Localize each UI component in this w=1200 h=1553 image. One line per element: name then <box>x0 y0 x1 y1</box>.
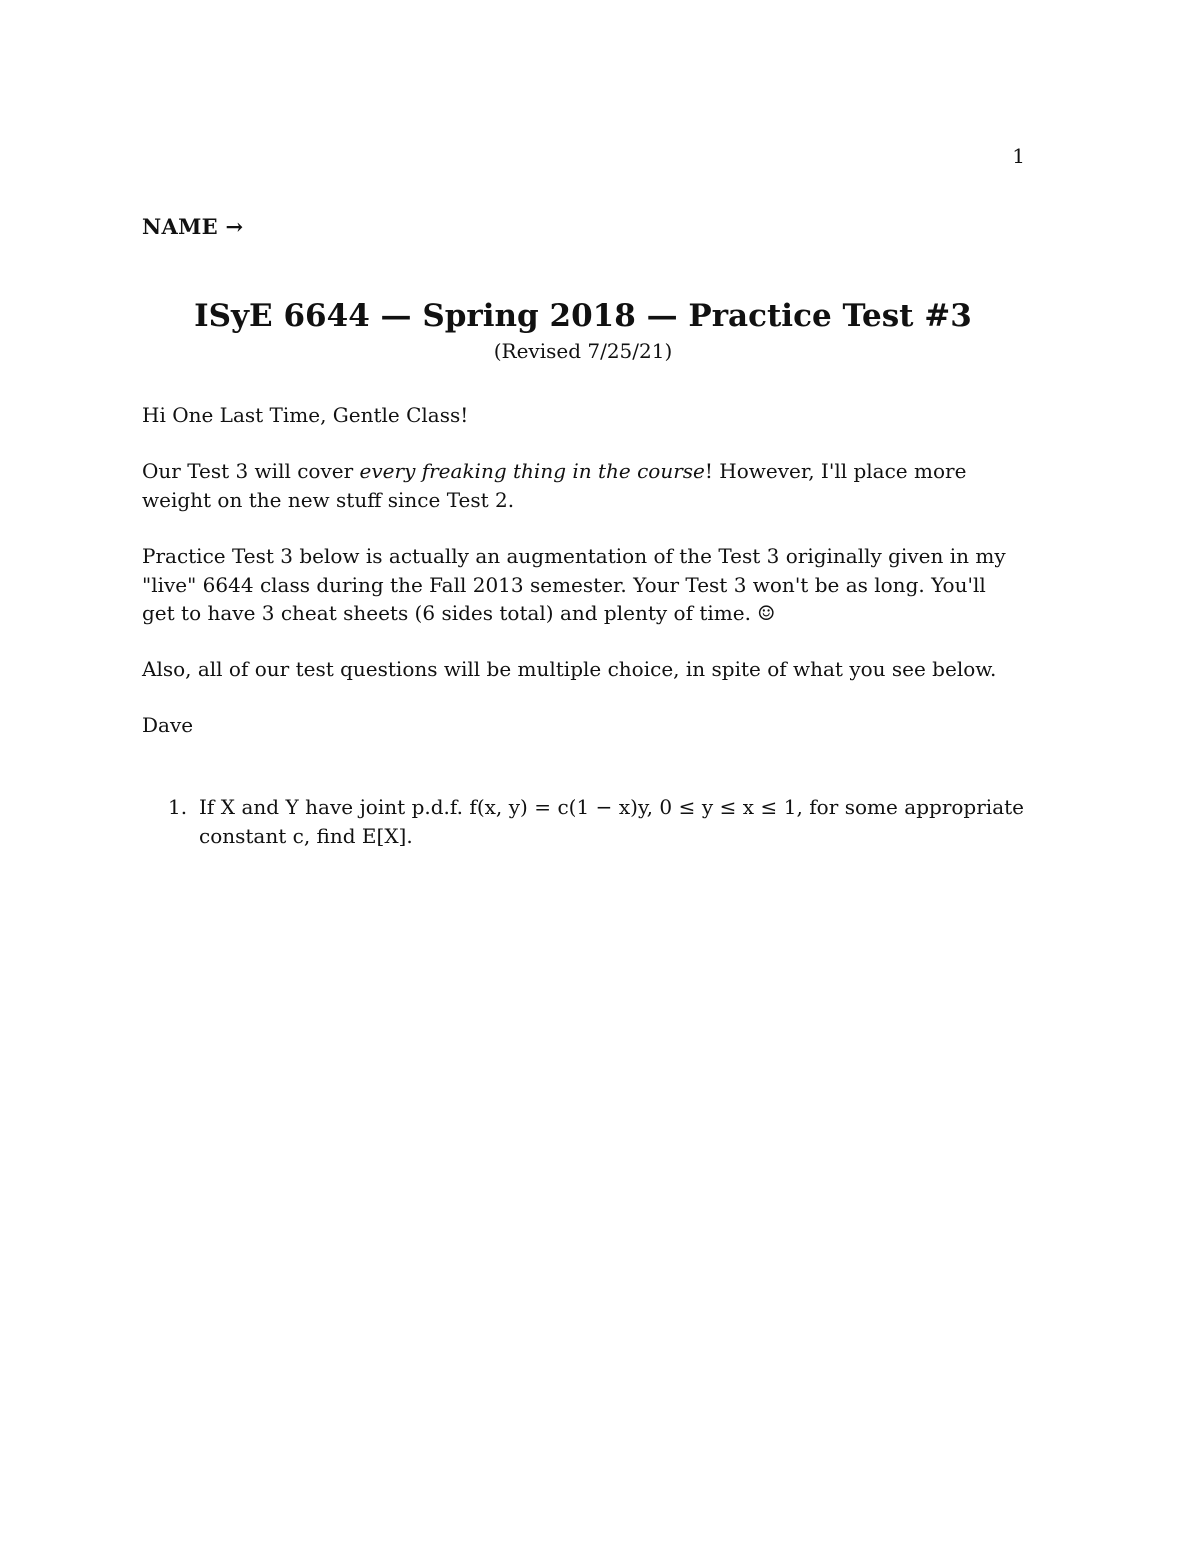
question-item <box>142 793 1024 850</box>
question-number: 1. <box>168 795 188 819</box>
title-block <box>142 294 1024 364</box>
greeting: Hi One Last Time, Gentle Class! <box>142 403 469 427</box>
page-number: 1 <box>1012 144 1025 168</box>
paragraph-coverage-before: Our Test 3 will cover <box>142 459 360 483</box>
paragraph-coverage-emphasis: every freaking thing in the course <box>359 459 705 483</box>
revision-note: (Revised 7/25/21) <box>493 339 673 363</box>
paragraph-coverage-after: ! However, I'll place more weight on the new stuff since Test 2. <box>142 459 967 512</box>
document-title: ISyE 6644 — Spring 2018 — Practice Test #3 <box>194 298 972 334</box>
paragraph-practice-test: Practice Test 3 below is actually an augmentation of the Test 3 originally given in my "live" 6644 class during the Fall 2013 semester. Your Test 3 won't be as long. You'll get to have 3 cheat sheets (6 sides total) and plenty of time. ☺ <box>142 544 1006 625</box>
paragraph-multiple-choice: Also, all of our test questions will be multiple choice, in spite of what you see below. <box>142 657 997 681</box>
name-label: NAME → <box>142 214 244 239</box>
signature: Dave <box>142 713 194 737</box>
paragraph-coverage <box>142 457 1024 514</box>
question-text: If X and Y have joint p.d.f. f(x, y) = c(1 − x)y, 0 ≤ y ≤ x ≤ 1, for some appropriate constant c, find E[X]. <box>199 795 1024 848</box>
